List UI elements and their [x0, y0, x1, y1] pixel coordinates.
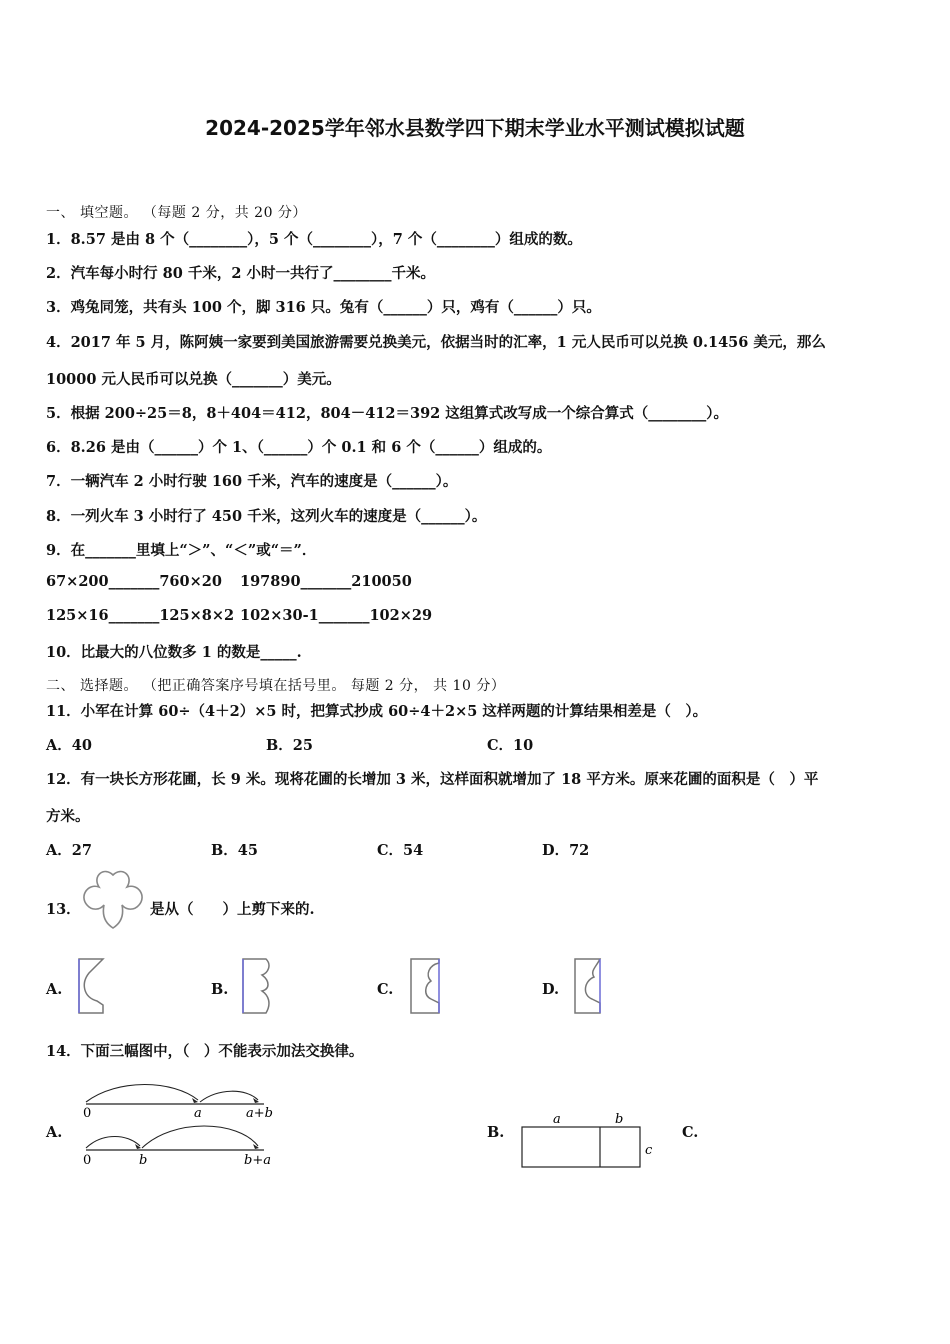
bottom-line-b-plus-a-label: b+a	[244, 1153, 271, 1168]
question-12-line-1: 12．有一块长方形花圃，长 9 米。现将花圃的长增加 3 米，这样面积就增加了 18 平方米。原来花圃的面积是（ ）平	[46, 771, 819, 788]
top-line-a-plus-b-label: a+b	[246, 1106, 273, 1121]
section-heading-multiple-choice: 二、 选择题。 （把正确答案序号填在括号里。 每题 2 分， 共 10 分）	[46, 678, 506, 694]
question-3: 3．鸡兔同笼，共有头 100 个，脚 316 只。兔有（______）只，鸡有（______）只。	[46, 299, 601, 316]
question-7: 7．一辆汽车 2 小时行驶 160 千米，汽车的速度是（______）。	[46, 473, 458, 490]
q11-option-c: C．10	[487, 737, 534, 754]
rect-b-label: b	[615, 1112, 624, 1127]
top-line-a-label: a	[194, 1106, 202, 1121]
q11-option-b: B．25	[266, 737, 313, 754]
question-13-text: 是从（ ）上剪下来的.	[150, 901, 315, 918]
rectangle-area-diagram	[515, 1108, 665, 1174]
top-line-zero-label: 0	[83, 1106, 92, 1121]
q14-option-c: C.	[682, 1124, 699, 1141]
question-8: 8．一列火车 3 小时行了 450 千米，这列火车的速度是（______）。	[46, 508, 487, 525]
clover-shape-figure	[80, 868, 146, 934]
rect-a-label: a	[553, 1112, 561, 1127]
q12-option-b: B．45	[211, 842, 258, 859]
q13-option-d: D.	[542, 981, 560, 998]
number-line-diagram	[78, 1078, 288, 1170]
question-13-number: 13．	[46, 901, 81, 918]
q13-option-b: B.	[211, 981, 229, 998]
q12-option-d: D．72	[542, 842, 590, 859]
q12-option-c: C．54	[377, 842, 424, 859]
q14-option-a: A.	[46, 1124, 63, 1141]
q11-option-a: A．40	[46, 737, 92, 754]
q13-option-c: C.	[377, 981, 394, 998]
question-14: 14．下面三幅图中，（ ）不能表示加法交换律。	[46, 1043, 364, 1060]
folded-paper-b-figure	[238, 955, 278, 1017]
question-12-line-2: 方米。	[46, 808, 90, 825]
folded-paper-c-figure	[405, 955, 447, 1017]
question-2: 2．汽车每小时行 80 千米，2 小时一共行了________千米。	[46, 265, 435, 282]
question-9-row-1a: 67×200_______760×20	[46, 573, 222, 590]
q12-option-a: A．27	[46, 842, 92, 859]
question-5: 5．根据 200÷25＝8，8＋404＝412，804－412＝392 这组算式改写成一个综合算式（________）。	[46, 405, 729, 422]
q13-option-a: A.	[46, 981, 63, 998]
question-9-row-1b: 197890_______210050	[240, 573, 412, 590]
question-9-row-2b: 102×30-1_______102×29	[240, 607, 433, 624]
question-1: 1．8.57 是由 8 个（________），5 个（________），7 个（________）组成的数。	[46, 231, 582, 248]
question-9-row-2a: 125×16_______125×8×2	[46, 607, 235, 624]
question-11: 11．小军在计算 60÷（4＋2）×5 时，把算式抄成 60÷4＋2×5 这样两题的计算结果相差是（ ）。	[46, 703, 708, 720]
q14-option-b: B.	[487, 1124, 505, 1141]
folded-paper-a-figure	[75, 955, 109, 1017]
question-4-line-1: 4．2017 年 5 月，陈阿姨一家要到美国旅游需要兑换美元，依据当时的汇率，1 元人民币可以兑换 0.1456 美元，那么	[46, 334, 826, 351]
page-title: 2024-2025学年邻水县数学四下期末学业水平测试模拟试题	[205, 116, 745, 140]
question-4-line-2: 10000 元人民币可以兑换（_______）美元。	[46, 371, 341, 388]
rect-c-label: c	[645, 1143, 653, 1158]
bottom-line-b-label: b	[139, 1153, 148, 1168]
bottom-line-zero-label: 0	[83, 1153, 92, 1168]
question-6: 6．8.26 是由（______）个 1、（______）个 0.1 和 6 个（______）组成的。	[46, 439, 552, 456]
folded-paper-d-figure	[570, 955, 610, 1017]
section-heading-fill-in: 一、 填空题。 （每题 2 分，共 20 分）	[46, 205, 307, 221]
question-9: 9．在_______里填上“＞”、“＜”或“＝”．	[46, 542, 317, 559]
question-10: 10．比最大的八位数多 1 的数是_____.	[46, 644, 302, 661]
